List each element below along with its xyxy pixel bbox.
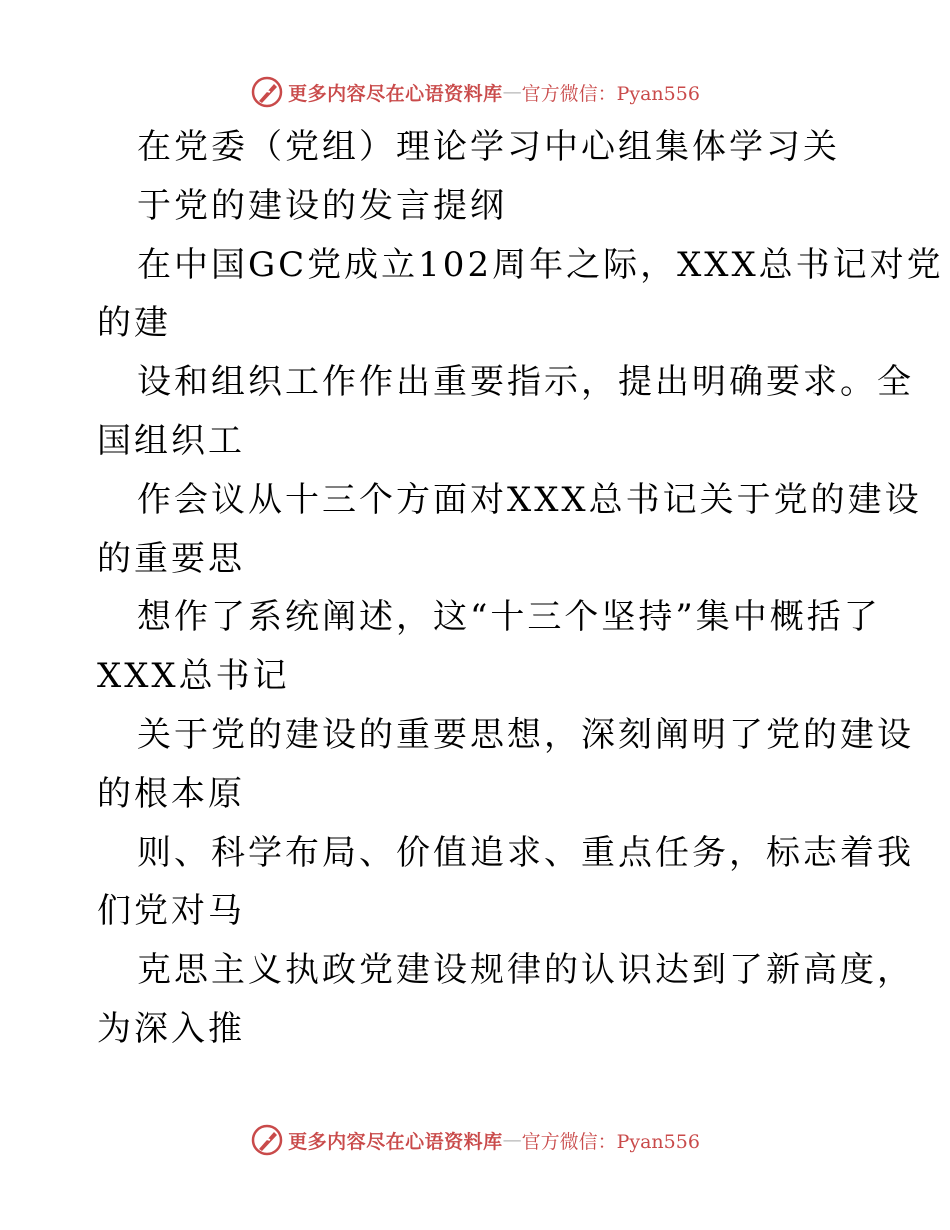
watermark-site-text: 更多内容尽在心语资料库 (288, 82, 503, 105)
text-line: 于党的建设的发言提纲 (137, 185, 507, 226)
text-line: 作会议从十三个方面对XXX总书记关于党的建设 (137, 479, 922, 520)
text-line: 的重要思 (97, 538, 245, 579)
quill-logo-icon (250, 75, 284, 109)
watermark-separator: — (502, 1129, 522, 1151)
footer-watermark (0, 1120, 950, 1160)
header-watermark (0, 72, 950, 112)
text-line: 们党对马 (97, 891, 245, 932)
watermark-separator: — (502, 81, 522, 103)
text-line: 则、科学布局、价值追求、重点任务，标志着我 (137, 832, 914, 873)
document-body (97, 118, 944, 1059)
quill-logo-icon (250, 1123, 284, 1157)
text-line: 在中国GC党成立102周年之际，XXX总书记对党 (137, 244, 944, 285)
text-line: 克思主义执政党建设规律的认识达到了新高度， (137, 950, 914, 991)
watermark-site-text: 更多内容尽在心语资料库 (288, 1130, 503, 1153)
text-line: 想作了系统阐述，这“十三个坚持”集中概括了 (137, 597, 881, 638)
text-line: 在党委（党组）理论学习中心组集体学习关 (137, 127, 840, 167)
text-line: 国组织工 (97, 420, 245, 461)
text-line: 的根本原 (97, 773, 245, 814)
text-line: 设和组织工作作出重要指示，提出明确要求。全 (137, 362, 914, 403)
text-line: 为深入推 (97, 1008, 245, 1049)
text-line: 的建 (97, 303, 171, 344)
watermark-account-text: 官方微信：Pyan556 (521, 1130, 700, 1153)
text-line: XXX总书记 (97, 656, 290, 697)
watermark-account-text: 官方微信：Pyan556 (521, 82, 700, 105)
text-line: 关于党的建设的重要思想，深刻阐明了党的建设 (137, 714, 914, 755)
